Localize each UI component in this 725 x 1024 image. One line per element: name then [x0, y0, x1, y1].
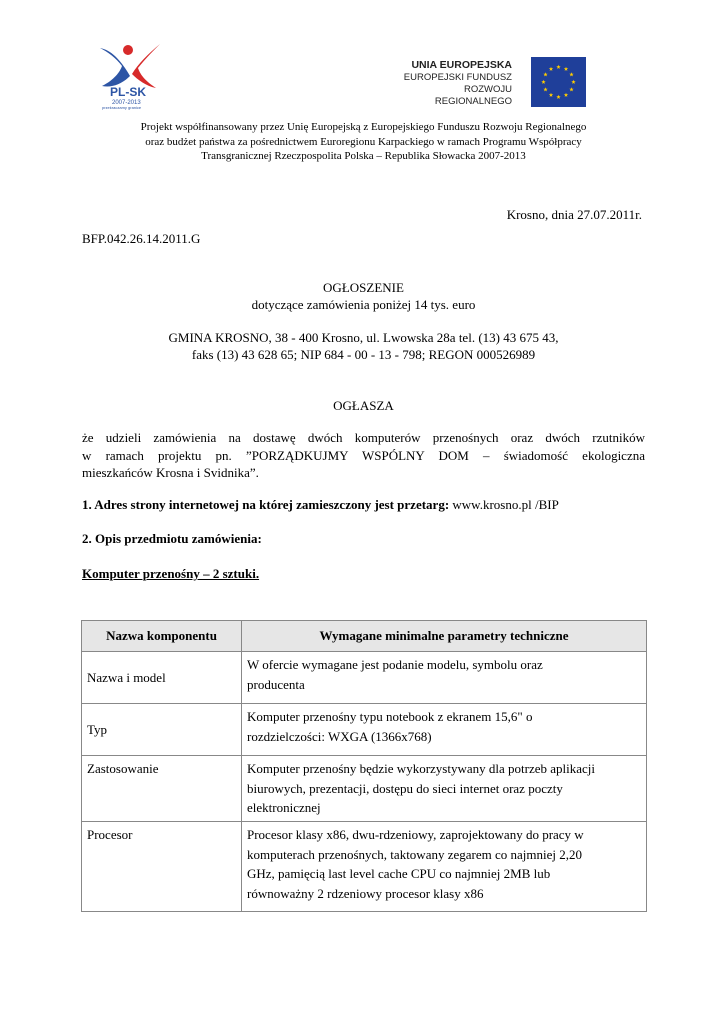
- intro-line3: mieszkańców Krosna i Svidnika”.: [82, 465, 259, 480]
- spec-line: biurowych, prezentacji, dostępu do sieci internet oraz poczty: [247, 780, 563, 796]
- municipality-line2: faks (13) 43 628 65; NIP 684 - 00 - 13 - 798; REGON 000526989: [191, 347, 536, 362]
- spec-line: Procesor klasy x86, dwu-rdzeniowy, zaprojektowany do pracy w: [247, 827, 584, 842]
- section-2-label: 2. Opis przedmiotu zamówienia:: [82, 531, 262, 546]
- table-row: [82, 704, 647, 756]
- eu-line1: UNIA EUROPEJSKA: [411, 59, 512, 71]
- spec-line: równoważny 2 rdzeniowy procesor klasy x86: [247, 885, 484, 901]
- row-component: Typ: [82, 704, 242, 756]
- plsk-logo-years: 2007-2013: [112, 100, 141, 106]
- row-component: Nazwa i model: [82, 652, 242, 704]
- municipality-info: [80, 329, 647, 363]
- cofinancing-note: [80, 120, 647, 164]
- spec-line: producenta: [247, 676, 305, 692]
- row-component: Zastosowanie: [82, 756, 242, 822]
- plsk-logo-name: PL-SK: [110, 85, 146, 99]
- table-row: [82, 756, 647, 822]
- eu-logo-text: [388, 59, 512, 108]
- spec-line: komputerach przenośnych, taktowany zegarem co najmniej 2,20: [247, 846, 582, 862]
- reference-number: BFP.042.26.14.2011.G: [82, 231, 201, 246]
- municipality-line1: GMINA KROSNO, 38 - 400 Krosno, ul. Lwowska 28a tel. (13) 43 675 43,: [168, 330, 559, 345]
- section-1-url: www.krosno.pl /BIP: [449, 497, 559, 512]
- row-spec: [242, 652, 647, 704]
- row-spec: [242, 756, 647, 822]
- table-row: [82, 822, 647, 912]
- table-header-row: [82, 621, 647, 652]
- announcement-subtitle: dotyczące zamówienia poniżej 14 tys. euro: [251, 297, 476, 312]
- eu-flag-icon: [531, 57, 586, 107]
- header-parameters: Wymagane minimalne parametry techniczne: [242, 621, 647, 652]
- row-component: Procesor: [82, 822, 242, 912]
- section-1-label: 1. Adres strony internetowej na której zamieszczony jest przetarg:: [82, 497, 450, 512]
- cofinancing-note-line2: oraz budżet państwa za pośrednictwem Euroregionu Karpackiego w ramach Programu Współpracy: [145, 135, 582, 148]
- announcement-heading: [80, 279, 647, 313]
- spec-line: GHz, pamięcią last level cache CPU co najmniej 2MB lub: [247, 866, 551, 881]
- cofinancing-note-line3: Transgranicznej Rzeczpospolita Polska – Republika Słowacka 2007-2013: [201, 150, 526, 162]
- spec-table: [81, 620, 647, 912]
- announces-heading: OGŁASZA: [333, 398, 394, 413]
- laptop-heading: Komputer przenośny – 2 sztuki.: [82, 566, 260, 581]
- row-spec: [242, 704, 647, 756]
- eu-line3: ROZWOJU REGIONALNEGO: [434, 84, 512, 107]
- plsk-logo-tagline: przekraczamy granice: [102, 105, 142, 110]
- intro-paragraph: [82, 429, 645, 482]
- spec-line: elektronicznej: [247, 800, 321, 815]
- announcement-title: OGŁOSZENIE: [323, 280, 404, 295]
- eu-logo: [388, 57, 588, 109]
- eu-line2: EUROPEJSKI FUNDUSZ: [403, 72, 512, 83]
- row-spec: [242, 822, 647, 912]
- cofinancing-note-line1: Projekt współfinansowany przez Unię Europejską z Europejskiego Funduszu Rozwoju Regionalnego: [140, 121, 587, 133]
- spec-line: Komputer przenośny typu notebook z ekranem 15,6" o: [247, 709, 533, 724]
- document-date: Krosno, dnia 27.07.2011r.: [506, 207, 642, 222]
- plsk-logo: [92, 40, 167, 110]
- header-component: Nazwa komponentu: [82, 621, 242, 652]
- section-1: [82, 497, 559, 513]
- table-row: [82, 652, 647, 704]
- spec-line: rozdzielczości: WXGA (1366x768): [247, 728, 432, 744]
- spec-line: Komputer przenośny będzie wykorzystywany dla potrzeb aplikacji: [247, 761, 595, 776]
- intro-line1: że udzieli zamówienia na dostawę dwóch komputerów przenośnych oraz dwóch rzutników: [82, 430, 645, 445]
- spec-line: W ofercie wymagane jest podanie modelu, symbolu oraz: [247, 657, 543, 672]
- intro-line2: w ramach projektu pn. ”PORZĄDKUJMY WSPÓLNY DOM – świadomość ekologiczna: [82, 447, 645, 463]
